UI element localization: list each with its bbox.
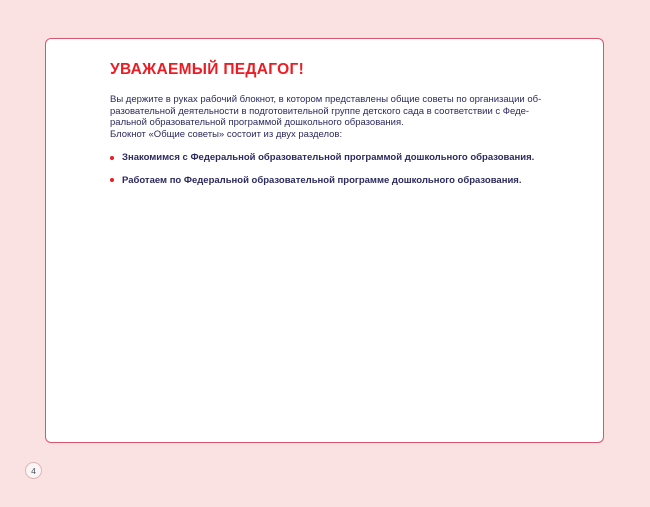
intro-line: Вы держите в руках рабочий блокнот, в котором представлены общие советы по организации об- bbox=[110, 94, 542, 105]
list-item-label: Знакомимся с Федеральной образовательной программой дошкольного образования. bbox=[122, 152, 535, 163]
intro-line: разовательной деятельности в подготовительной группе детского сада в соответствии с Феде- bbox=[110, 105, 530, 117]
intro-paragraph bbox=[110, 94, 557, 140]
page-number: 4 bbox=[31, 465, 36, 476]
page-number-badge bbox=[25, 462, 42, 479]
intro-line: ральной образовательной программой дошкольного образования. bbox=[110, 117, 404, 128]
list-item bbox=[110, 152, 557, 164]
list-item-label: Работаем по Федеральной образовательной программе дошкольного образования. bbox=[122, 174, 522, 186]
content-card bbox=[45, 38, 604, 443]
page-title: УВАЖАЕМЫЙ ПЕДАГОГ! bbox=[110, 61, 305, 78]
bullet-icon bbox=[110, 178, 114, 182]
sections-list bbox=[110, 152, 557, 186]
bullet-icon bbox=[110, 156, 114, 160]
intro-line: Блокнот «Общие советы» состоит из двух разделов: bbox=[110, 128, 343, 140]
list-item bbox=[110, 175, 557, 187]
card-content bbox=[46, 39, 603, 186]
